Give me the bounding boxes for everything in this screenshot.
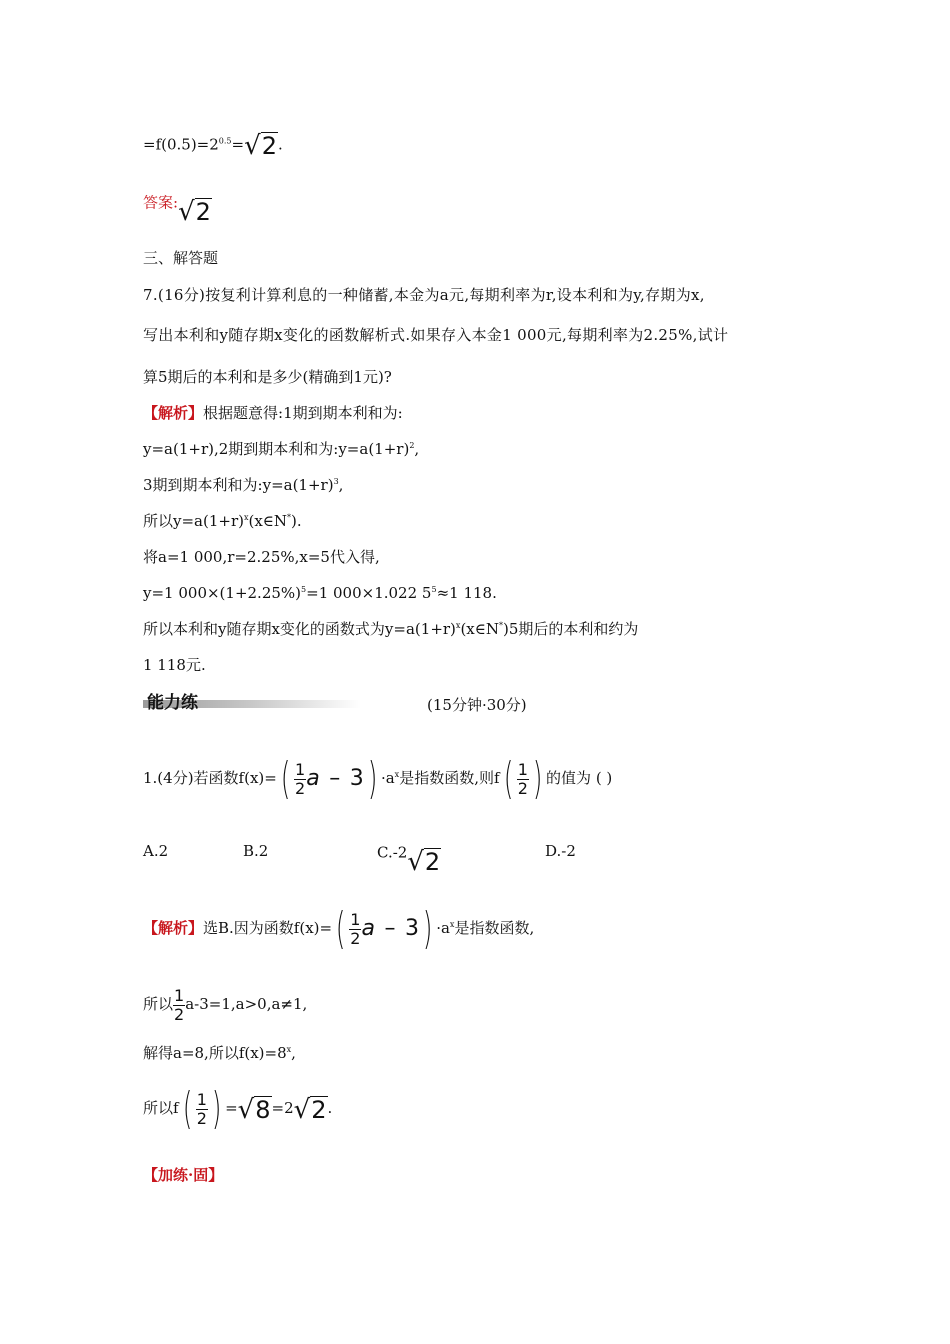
banner-label: 能力练 (147, 693, 198, 713)
practice-marker: 【加练·固】 (143, 1166, 224, 1184)
solution-line: y=1 $000\times(1+2.25\%)^5=1$ 000×1.022 $5^5\approx 1$ 118. (143, 584, 497, 602)
equation-text: =f(0.5)=2 (143, 135, 219, 154)
solution-line (143, 402, 403, 424)
section-title: 三、解答题 (143, 249, 219, 267)
solution-line: 【解析】选B.因为函数f(x)=( $\frac{1}{2}$ $a - 3) \cdot a^x$是指数函数, (143, 903, 535, 954)
option-c: C.-2 √ 2 (377, 843, 441, 877)
equation-line (143, 132, 283, 159)
period: . (277, 135, 283, 154)
solution-line: 解得a=8,所以$f(x)=8^x$, (143, 1044, 296, 1062)
fraction: $\frac{1}{2}$ (350, 909, 361, 948)
section-banner (143, 688, 361, 713)
solution-marker: 【解析】 (143, 919, 204, 937)
exponent: 0.5 (218, 136, 232, 146)
problem-line: 算5期后的本利和是多少(精确到1元)? (143, 368, 392, 386)
equals: = (231, 135, 245, 154)
fraction: $\frac{1}{2}$ (196, 1089, 207, 1128)
solution-line: 所以 $\frac{1}{2}$ a-3=1,a>0,a≠1, (143, 985, 308, 1024)
sqrt-expression: √ 2 (293, 1094, 327, 1125)
solution-line: 所以f( $\frac{1}{2}$ ) = √ 8 =2 √ 2 . (143, 1083, 333, 1134)
problem-line: 写出本利和y随存期x变化的函数解析式.如果存入本金1 000元,每期利率为2.25%,试计 (143, 326, 729, 344)
problem-line: 7.(16分)按复利计算利息的一种储蓄,本金为a元,每期利率为r,设本利和为y,存期为x, (143, 286, 705, 304)
fraction: $\frac{1}{2}$ (517, 759, 528, 798)
solution-line: 3期到期本利和为$:y=a(1+r)^3$, (143, 476, 344, 494)
solution-line: 将a=1 000,r=2.25%,x=5代入得, (143, 548, 380, 566)
solution-text: 根据题意得:1期到期本利和为: (203, 404, 403, 422)
banner-time: (15分钟·30分) (427, 696, 527, 714)
solution-line: y=a(1+r),2期到期本利和为$:y=a(1+r)^2$, (143, 440, 420, 458)
answer-label: 答案: (143, 193, 179, 212)
fraction: $\frac{1}{2}$ (295, 759, 306, 798)
option-a: A.2 (143, 842, 169, 860)
question-line: 1.(4分)若函数f(x)=( $\frac{1}{2}$ $a - 3) \cdot a^x$是指数函数,则f( $\frac{1}{2}$ ) 的值为 ( ) (143, 753, 613, 804)
solution-line: 1 118元. (143, 656, 206, 674)
option-c-sqrt: √ 2 (407, 847, 441, 877)
option-d: D.-2 (545, 842, 576, 860)
sqrt-expression: √ 8 (237, 1094, 271, 1125)
option-b: B.2 (243, 842, 269, 860)
answer-sqrt: √ 2 (178, 197, 211, 227)
solution-line: 所以本利和y随存期x变化的函数式为$y=a(1+r)^x(x\in N^*)5$期后的本利和约为 (143, 620, 639, 638)
fraction: $\frac{1}{2}$ (174, 985, 185, 1024)
solution-marker: 【解析】 (143, 404, 204, 422)
solution-line: 所以$y=a(1+r)^x(x\in N^*)$. (143, 512, 302, 530)
sqrt-expression: √ 2 (244, 131, 277, 161)
answer-line (143, 190, 212, 227)
